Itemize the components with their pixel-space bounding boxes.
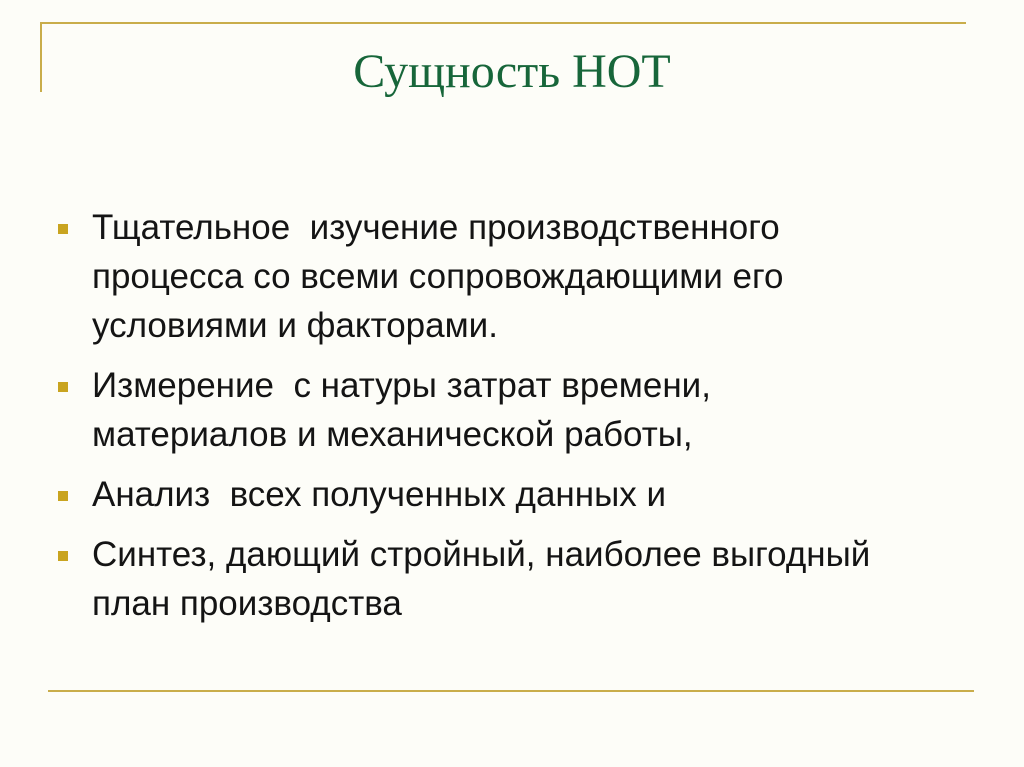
square-bullet-icon [58, 382, 68, 392]
bullet-item [52, 530, 992, 628]
bullet-text: Измерение с натуры затрат времени, материалов и механической работы, [92, 366, 711, 454]
bullet-text: Тщательное изучение производственного процесса со всеми сопровождающими его условиями и факторами. [92, 208, 784, 345]
frame-bottom-rule [48, 690, 974, 692]
frame-top-rule [40, 22, 966, 24]
bullet-item [52, 361, 992, 459]
square-bullet-icon [58, 491, 68, 501]
square-bullet-icon [58, 224, 68, 234]
bullet-text: Синтез, дающий стройный, наиболее выгодный план производства [92, 535, 871, 623]
bullet-item [52, 470, 992, 519]
bullet-list [52, 203, 992, 639]
bullet-text: Анализ всех полученных данных и [92, 475, 667, 514]
slide-title: Сущность НОТ [353, 45, 671, 98]
bullet-item [52, 203, 992, 350]
square-bullet-icon [58, 551, 68, 561]
